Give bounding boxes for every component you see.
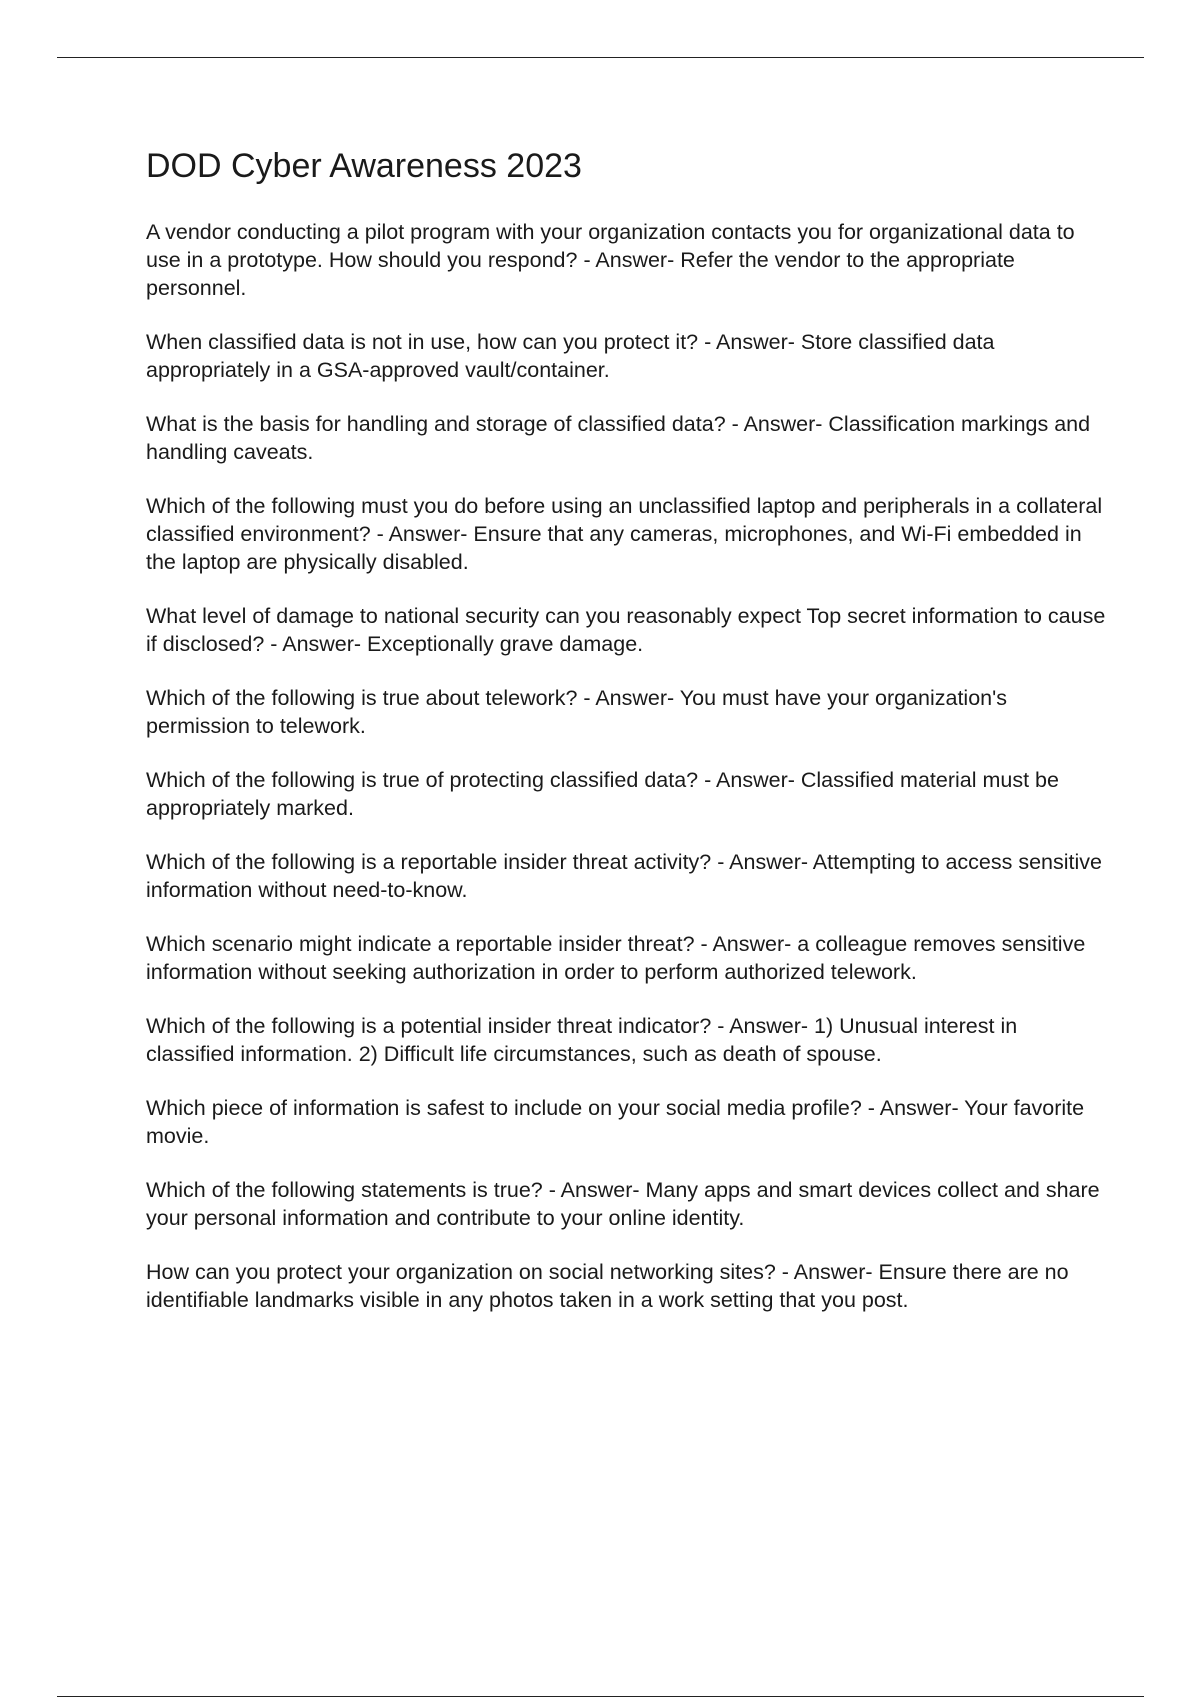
qa-item-3: What is the basis for handling and storage of classified data? - Answer- Classification markings and handling caveats. [146,412,1091,464]
qa-item-10: Which of the following is a potential insider threat indicator? - Answer- 1) Unusual interest in classified information. 2) Difficult life circumstances, such as death of spouse. [146,1014,1018,1066]
qa-item-4: Which of the following must you do before using an unclassified laptop and peripherals in a collateral classified environment? - Answer- Ensure that any cameras, microphones, and Wi-Fi embedded in the laptop are physically disabled. [146,494,1103,574]
qa-item-1: A vendor conducting a pilot program with your organization contacts you for organizational data to use in a prototype. How should you respond? - Answer- Refer the vendor to the appropriate personnel. [146,220,1075,300]
bottom-rule [57,1696,1144,1697]
qa-item-7: Which of the following is true of protecting classified data? - Answer- Classified material must be appropriately marked. [146,768,1059,820]
qa-item-13: How can you protect your organization on social networking sites? - Answer- Ensure there are no identifiable landmarks visible in any photos taken in a work setting that you post. [146,1260,1069,1312]
qa-item-8: Which of the following is a reportable insider threat activity? - Answer- Attempting to access sensitive information without need-to-know. [146,850,1102,902]
qa-item-9: Which scenario might indicate a reportable insider threat? - Answer- a colleague removes sensitive information without seeking authorization in order to perform authorized telework. [146,932,1086,984]
qa-item-2: When classified data is not in use, how can you protect it? - Answer- Store classified data appropriately in a GSA-approved vault/container. [146,330,995,382]
qa-item-6: Which of the following is true about telework? - Answer- You must have your organization's permission to telework. [146,686,1007,738]
top-rule [57,57,1144,58]
qa-item-5: What level of damage to national security can you reasonably expect Top secret information to cause if disclosed? - Answer- Exceptionally grave damage. [146,604,1106,656]
document-body [146,140,1106,1340]
document-title: DOD Cyber Awareness 2023 [146,147,582,185]
qa-item-11: Which piece of information is safest to include on your social media profile? - Answer- Your favorite movie. [146,1096,1085,1148]
qa-item-12: Which of the following statements is true? - Answer- Many apps and smart devices collect and share your personal information and contribute to your online identity. [146,1178,1100,1230]
